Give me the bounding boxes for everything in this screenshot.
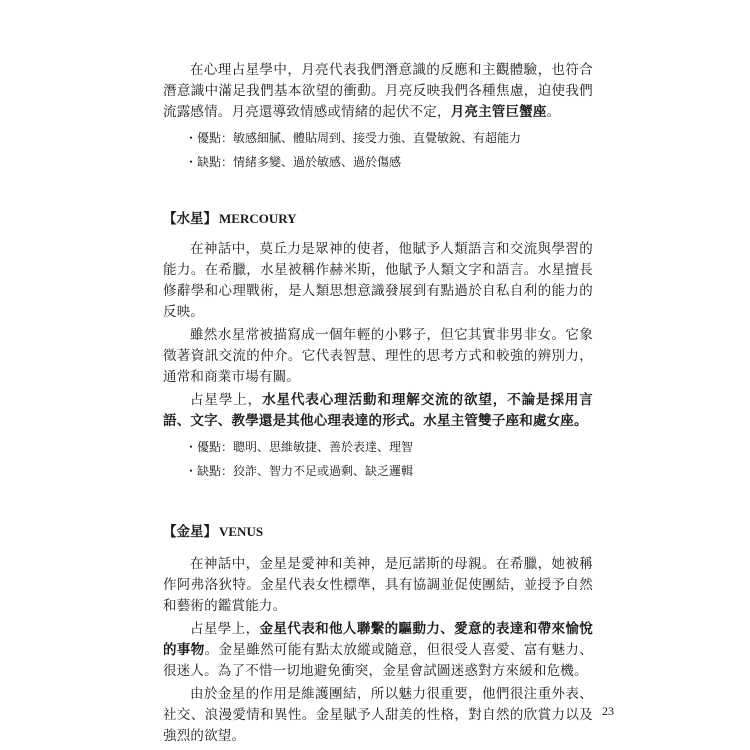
mercury-heading bbox=[163, 208, 593, 230]
page-body bbox=[163, 60, 593, 747]
venus-heading-cn: 【金星】 bbox=[163, 524, 217, 540]
venus-heading bbox=[163, 521, 593, 543]
moon-section bbox=[163, 60, 593, 174]
mercury-strengths: ・優點：聰明、思維敏捷、善於表達、理智 bbox=[185, 440, 414, 454]
moon-traits bbox=[163, 126, 593, 174]
venus-paragraph-1: 在神話中，金星是愛神和美神，是厄諾斯的母親。在希臘，她被稱作阿弗洛狄特。金星代表女性標準，具有協調並促使團結，並授予自然和藝術的鑑賞能力。 bbox=[163, 556, 593, 614]
page-number: 23 bbox=[602, 704, 614, 718]
venus-paragraph-2-rest: 。金星雖然可能有點太放縱或隨意，但很受人喜愛、富有魅力、很迷人。為了不惜一切地避免衝突，金星會試圖迷惑對方來緩和危機。 bbox=[163, 642, 593, 679]
mercury-paragraph-2: 雖然水星常被描寫成一個年輕的小夥子，但它其實非男非女。它象徵著資訊交流的仲介。它代表智慧、理性的思考方式和較強的辨別力，通常和商業市場有關。 bbox=[163, 327, 593, 385]
venus-heading-en: VENUS bbox=[219, 524, 264, 539]
mercury-heading-en: MERCOURY bbox=[219, 211, 297, 226]
moon-paragraph-1-text: 在心理占星學中，月亮代表我們潛意識的反應和主觀體驗，也符合潛意識中滿足我們基本欲望的衝動。月亮反映我們各種焦慮，迫使我們流露感情。月亮還導致情感或情緒的起伏不定， bbox=[163, 62, 593, 120]
moon-paragraph-1 bbox=[163, 60, 593, 123]
moon-paragraph-1-end: 。 bbox=[546, 104, 561, 120]
moon-paragraph-1-bold: 月亮主管巨蟹座 bbox=[450, 104, 547, 120]
venus-paragraph-2 bbox=[163, 619, 593, 682]
mercury-paragraph-3 bbox=[163, 390, 593, 432]
moon-weaknesses: ・缺點：情緒多變、過於敏感、過於傷感 bbox=[185, 155, 402, 169]
mercury-weaknesses: ・缺點：狡詐、智力不足或過剩、缺乏邏輯 bbox=[185, 464, 414, 478]
venus-paragraph-2-text: 占星學上， bbox=[190, 621, 260, 637]
mercury-paragraph-1: 在神話中，莫丘力是眾神的使者，他賦予人類語言和交流與學習的能力。在希臘，水星被稱作赫米斯，他賦予人類文字和語言。水星擅長修辭學和心理戰術，是人類思想意識發展到有點過於自私自利的能力的反映。 bbox=[163, 241, 593, 320]
venus-paragraph-3: 由於金星的作用是維護團結，所以魅力很重要，他們很注重外表、社交、浪漫愛情和異性。金星賦予人甜美的性格，對自然的欣賞力以及強烈的欲望。 bbox=[163, 686, 593, 744]
mercury-paragraph-3-text: 占星學上， bbox=[190, 392, 263, 408]
mercury-paragraph-3-bold: 水星代表心理活動和理解交流的欲望，不論是採用言語、文字、教學還是其他心理表達的形式。水星主管雙子座和處女座。 bbox=[163, 392, 593, 429]
mercury-heading-cn: 【水星】 bbox=[163, 211, 217, 227]
venus-paragraph-2-bold: 金星代表和他人聯繫的驅動力、愛意的表達和帶來愉悅的事物 bbox=[163, 621, 593, 658]
venus-section bbox=[163, 521, 593, 747]
mercury-traits bbox=[163, 435, 593, 483]
moon-strengths: ・優點：敏感細膩、體貼周到、接受力強、直覺敏銳、有超能力 bbox=[185, 131, 522, 145]
mercury-section bbox=[163, 208, 593, 483]
